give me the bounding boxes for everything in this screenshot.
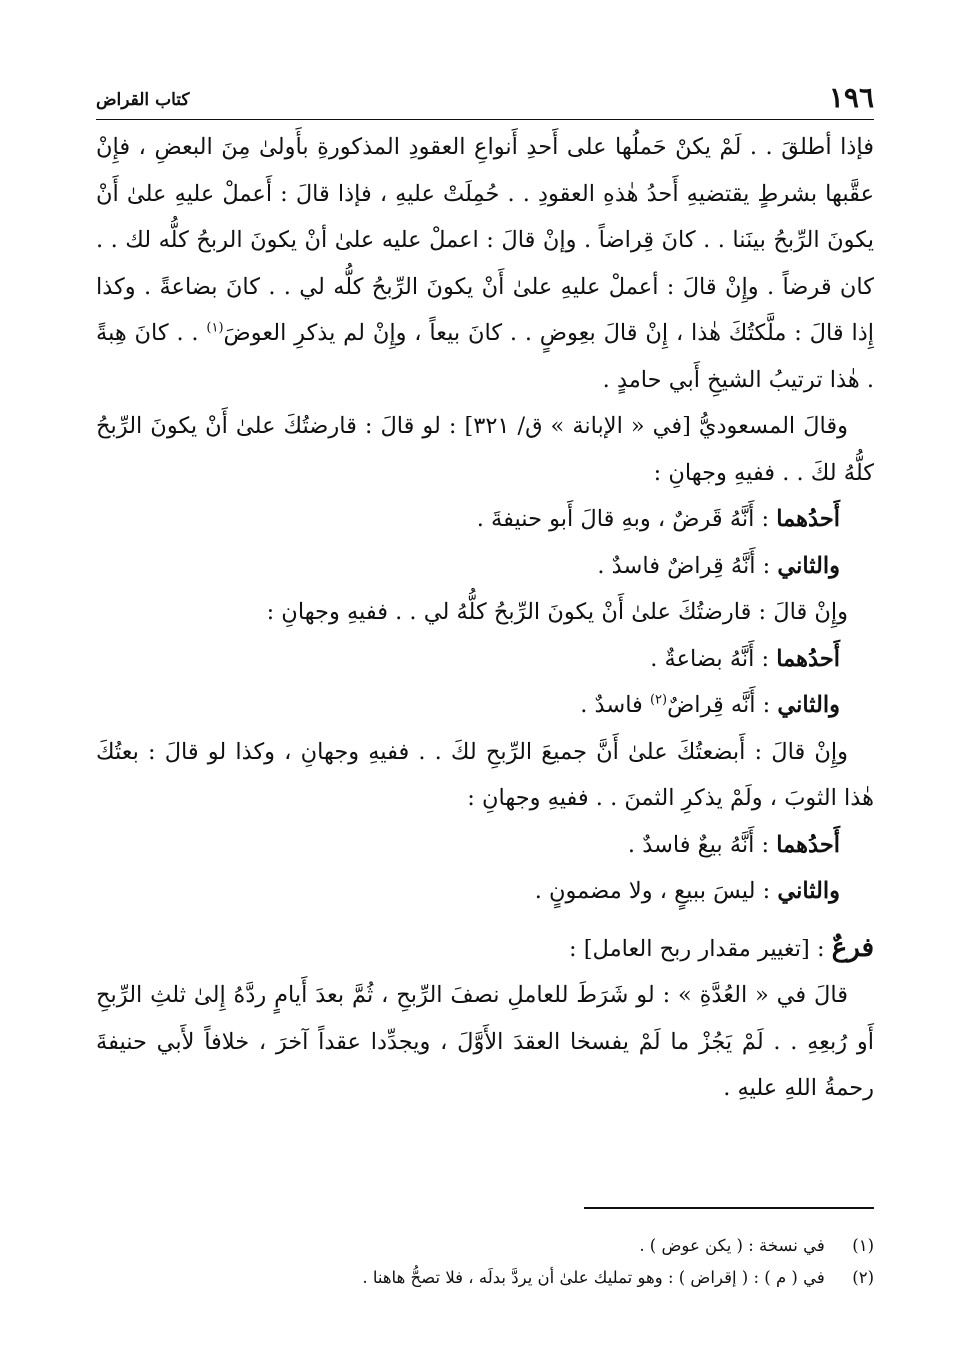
branch-heading <box>96 925 874 973</box>
footnote-ref-1: (١) <box>206 320 224 336</box>
paragraph-2: وقالَ المسعوديُّ [في « الإبانة » ق/ ٣٢١] : لو قالَ : قارضتُكَ علىٰ أَنْ يكونَ الرِّبحُ كلُّهُ لكَ . . ففيهِ وجهانِ : <box>96 413 874 486</box>
branch-title: : [تغيير مقدار ربح العامل] : <box>569 935 825 962</box>
page-header <box>96 80 874 120</box>
paragraph-1: فإذا أطلقَ . . لَمْ يكنْ حَملُها على أَحدِ أَنواعِ العقودِ المذكورةِ بأَولىٰ مِنَ البعضِ ، فإِنْ عقَّبها بشرطٍ يقتضيهِ أَحدُ هٰذهِ العقودِ . . حُمِلَتْ عليهِ ، فإذا قالَ : أَعملْ عليهِ علىٰ أَنْ يكونَ الرِّبحُ بينَنا . . كانَ قِراضاً . وإنْ قالَ : اعملْ عليه علىٰ أنْ يكونَ الربحُ كلُّه لك . . كان قرضاً . وإِنْ قالَ : أعملْ عليهِ علىٰ أَنْ يكونَ الرِّبحُ كلُّه لي . . كانَ بضاعةً . وكذا إِذا قالَ : ملَّكتُكَ هٰذا ، إِنْ قالَ بعِوضٍ . . كانَ بيعاً ، وإِنْ لم يذكرِ العوضَ$^{(١)}$ . . كانَ هِبةً . هٰذا ترتيبُ الشيخِ أَبي حامدٍ . <box>96 134 874 393</box>
paragraph-3: وإِنْ قالَ : قارضتُكَ علىٰ أَنْ يكونَ الرِّبحُ كلُّهُ لي . . ففيهِ وجهانِ : <box>266 599 848 625</box>
footnote-ref-2: (٢) <box>649 692 668 708</box>
opinion-second: والثاني : ليسَ ببيعٍ ، ولا مضمونٍ . <box>534 878 840 904</box>
opinion-second: والثاني : أَنَّهُ قِراضٌ فاسدٌ . <box>597 552 840 579</box>
opinion-first: أَحدُهما : أَنَّهُ بضاعةٌ . <box>650 645 840 672</box>
footnotes <box>96 1230 874 1294</box>
paragraph-5: قالَ في « العُدَّةِ » : لو شَرَطَ للعاملِ نصفَ الرِّبحِ ، ثُمَّ بعدَ أَيامٍ ردَّهُ إِلىٰ ثلثِ الرِّبحِ أَو رُبعِهِ . . لَمْ يَجُزْ ما لَمْ يفسخا العقدَ الأَوَّلَ ، ويجدِّدا عقداً آخرَ ، خلافاً لأَبي حنيفةَ رحمةُ اللهِ عليهِ . <box>96 982 874 1101</box>
opinion-first: أَحدُهما : أَنَّهُ بيعٌ فاسدٌ . <box>627 831 840 858</box>
page-number: ١٩٦ <box>828 81 874 114</box>
opinion-first: أَحدُهما : أَنَّهُ قَرضٌ ، وبهِ قالَ أَبو حنيفةَ . <box>476 506 840 532</box>
paragraph-4: وإِنْ قالَ : أَبضعتُكَ علىٰ أَنَّ جميعَ الرِّبحِ لكَ . . ففيهِ وجهانِ ، وكذا لو قالَ : بعتُكَ هٰذا الثوبَ ، ولَمْ يذكرِ الثمنَ . . ففيهِ وجهانِ : <box>96 738 874 811</box>
header-rule <box>96 119 874 120</box>
opinion-second: والثاني : أَنَّه قِراضٌ$^{(٢)}$ فاسدٌ . <box>580 692 840 718</box>
main-text <box>96 124 874 1112</box>
footnote-rule <box>584 1207 874 1209</box>
footnote-2: (٢) في ( م ) : ( إقراض ) : وهو تمليك علىٰ أن يردَّ بدلَه ، فلا تصحُّ هاهنا . <box>362 1268 874 1287</box>
book-title: كتاب القراض <box>96 90 190 110</box>
branch-label: فرعٌ <box>831 932 874 963</box>
footnote-1: (١) في نسخة : ( يكن عوض ) . <box>639 1236 874 1255</box>
